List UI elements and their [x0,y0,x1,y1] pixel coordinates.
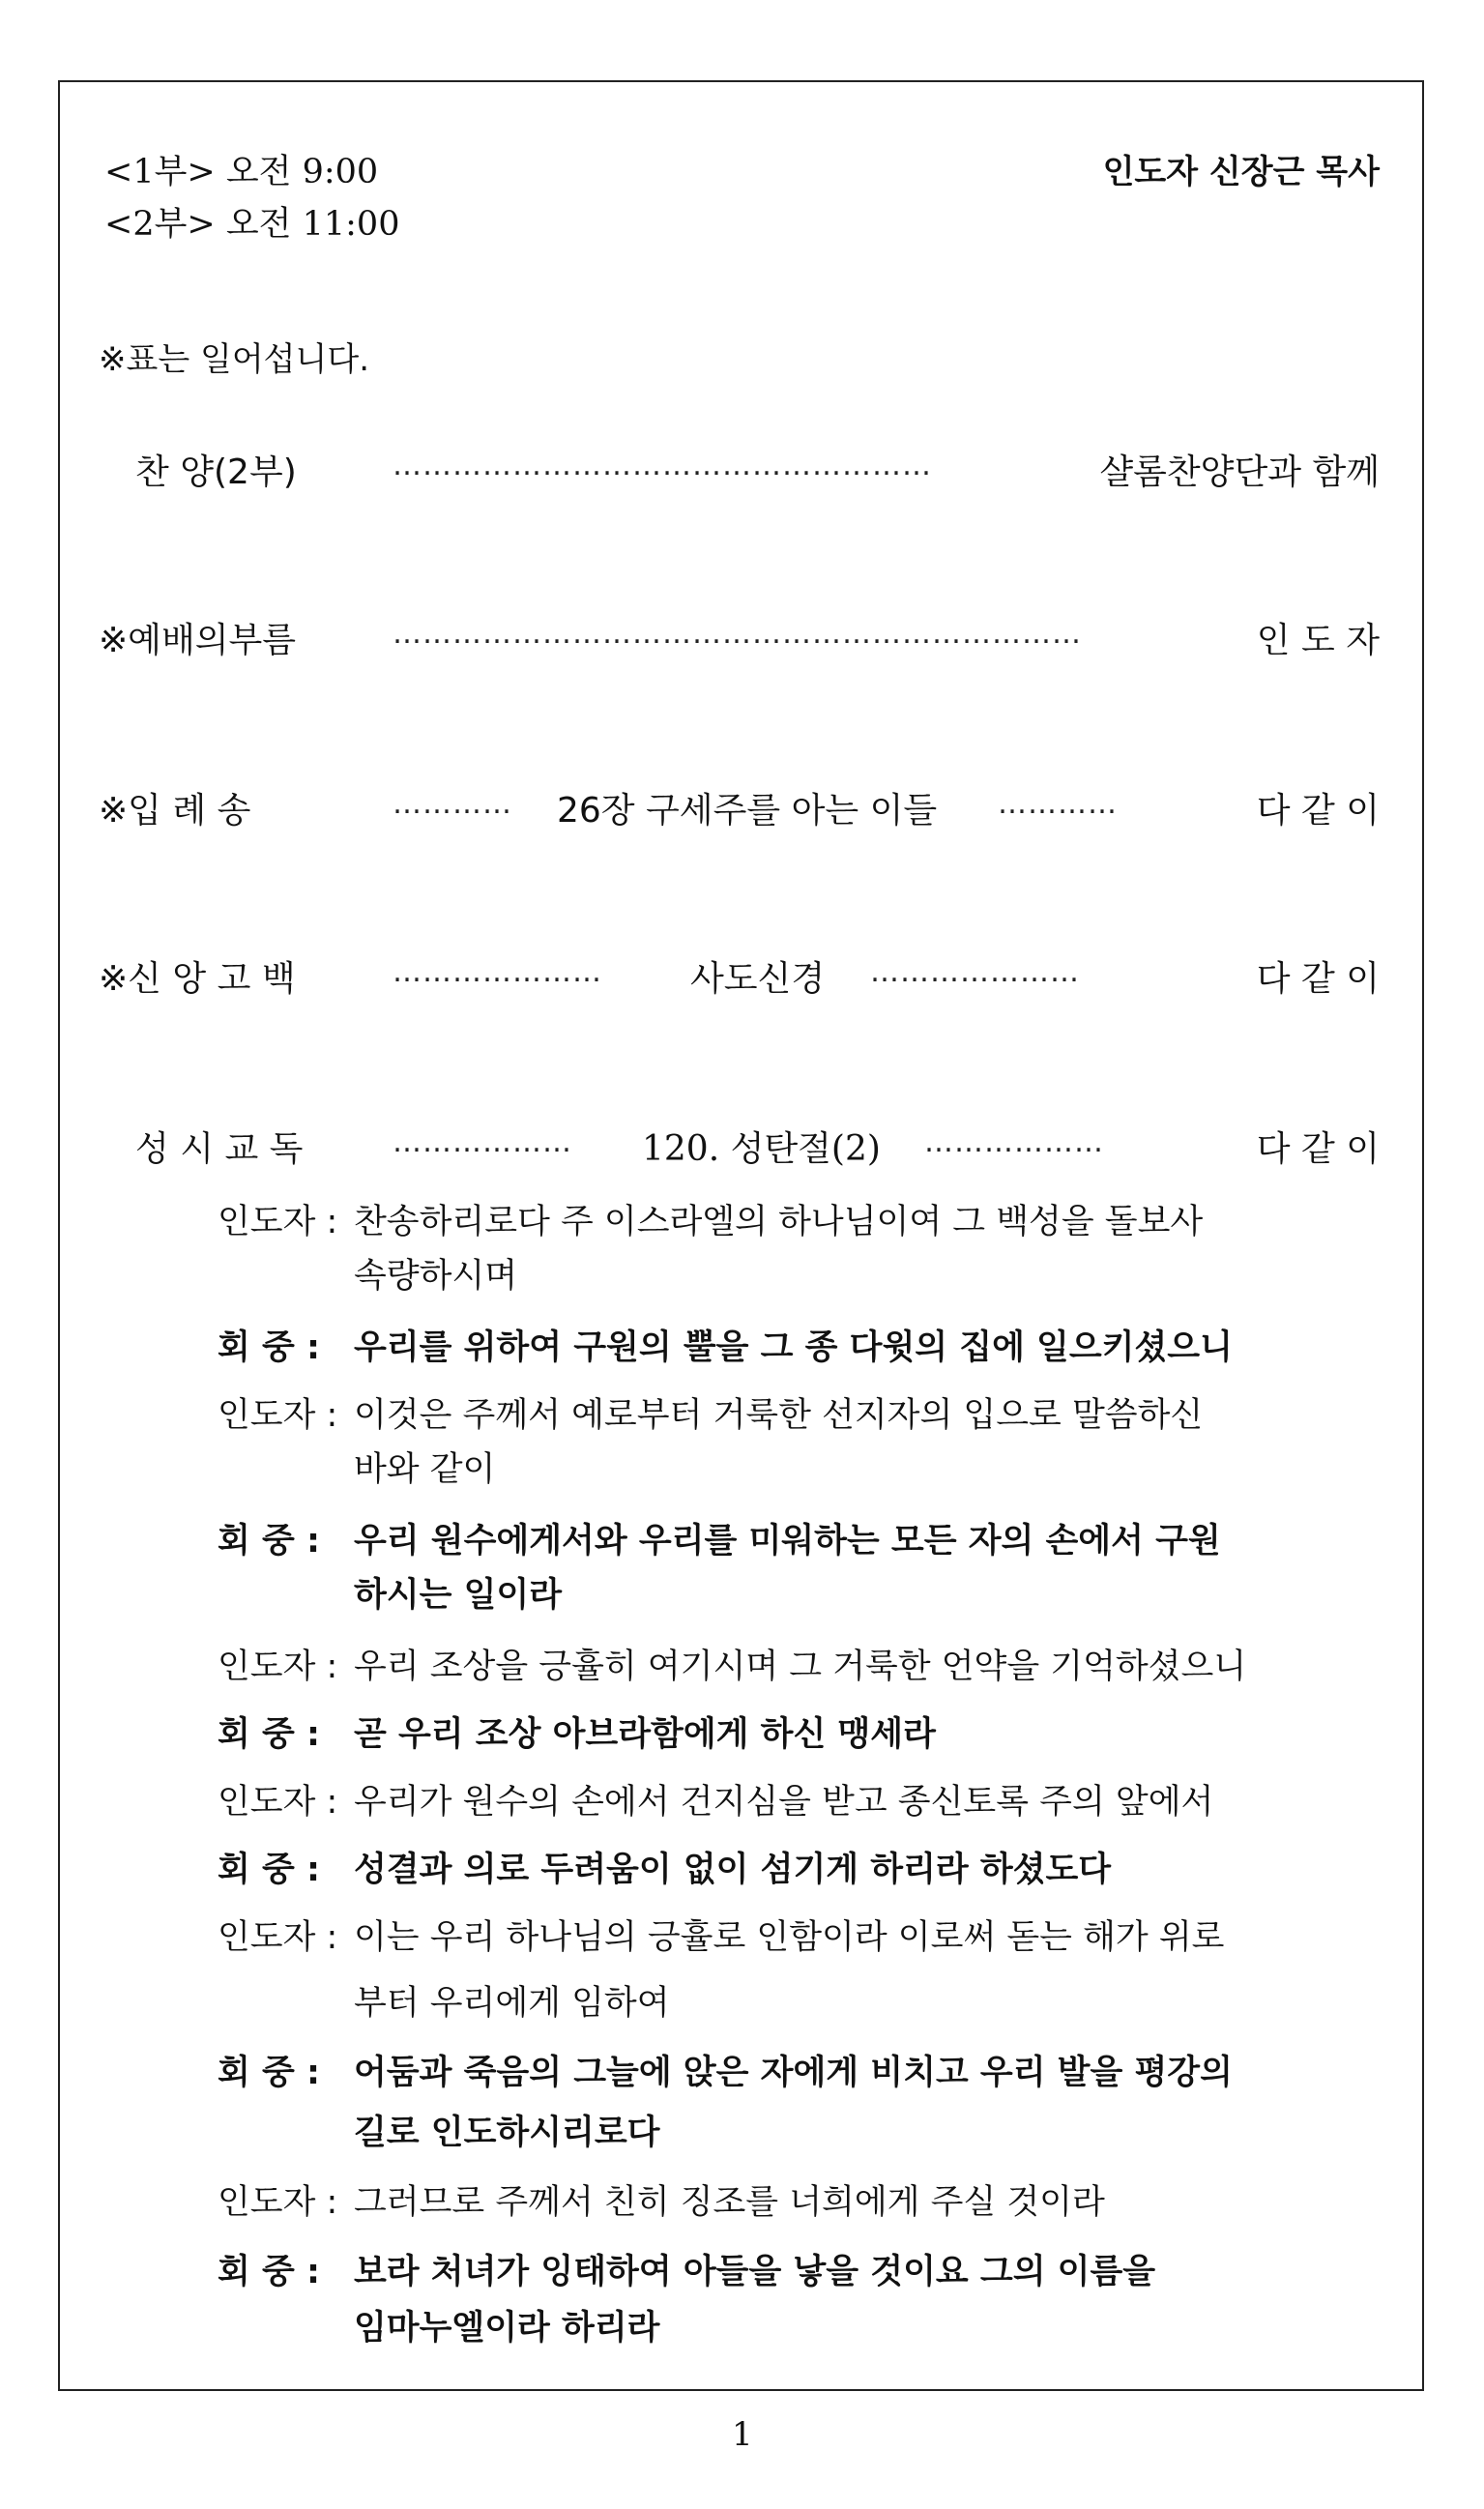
order-label-0: 찬 양(2부) [135,452,297,492]
reading-line: 하시는 일이라 [354,1576,563,1615]
reading-line: 그러므로 주께서 친히 징조를 너희에게 주실 것이라 [354,2183,1105,2222]
speaker-leader: 인도자 : [218,1918,338,1957]
service-time-2: <2부> 오전 11:00 [104,205,400,244]
reading-line: 어둠과 죽음의 그늘에 앉은 자에게 비치고 우리 발을 평강의 [354,2054,1233,2092]
reading-line: 임마누엘이라 하리라 [354,2309,660,2348]
reading-line: 보라 처녀가 잉태하여 아들을 낳을 것이요 그의 이름을 [354,2253,1156,2291]
leader-dots: ………… [998,787,1118,821]
order-label-3: ※신 앙 고 백 [99,959,296,999]
reading-line: 우리를 위하여 구원의 뿔을 그 종 다윗의 집에 일으키셨으니 [354,1328,1233,1367]
order-right-3: 다 같 이 [1256,959,1380,999]
reading-line: 곧 우리 조상 아브라함에게 하신 맹세라 [354,1715,936,1754]
speaker-congregation: 회 중 : [218,1522,320,1561]
leader-dots: …………………………………………………………… [393,617,1082,651]
order-label-4: 성 시 교 독 [135,1129,304,1169]
speaker-leader: 인도자 : [218,1396,338,1435]
reading-line: 우리 조상을 긍휼히 여기시며 그 거룩한 언약을 기억하셨으니 [354,1648,1247,1686]
reading-line: 찬송하리로다 주 이스라엘의 하나님이여 그 백성을 돌보사 [354,1203,1204,1241]
reading-line: 우리가 원수의 손에서 건지심을 받고 종신토록 주의 앞에서 [354,1783,1214,1822]
leader-dots: ………… [393,787,512,821]
speaker-congregation: 회 중 : [218,1328,320,1367]
speaker-leader: 인도자 : [218,1783,338,1822]
reading-line: 바와 같이 [354,1450,496,1489]
order-label-2: ※입 례 송 [99,791,251,831]
leader-dots: ……………… [393,1125,572,1159]
reading-line: 우리 원수에게서와 우리를 미워하는 모든 자의 손에서 구원 [354,1522,1221,1561]
service-time-1: <1부> 오전 9:00 [104,153,379,191]
reading-line: 길로 인도하시리로다 [354,2114,660,2152]
order-label-1: ※예배의부름 [99,621,297,660]
page-number: 1 [732,2415,753,2454]
leader-dots: ……………………………………………… [393,449,932,482]
speaker-leader: 인도자 : [218,2183,338,2222]
order-right-4: 다 같 이 [1256,1129,1380,1169]
leader-dots: ………………… [393,955,602,989]
order-text-3: 사도신경 [690,959,826,999]
reading-line: 부터 우리에게 임하여 [354,1984,670,2023]
order-right-2: 다 같 이 [1256,791,1380,831]
order-right-0: 샬롬찬양단과 함께 [1099,452,1380,492]
speaker-leader: 인도자 : [218,1648,338,1686]
reading-line: 이것은 주께서 예로부터 거룩한 선지자의 입으로 말씀하신 [354,1396,1204,1435]
order-right-1: 인 도 자 [1256,621,1380,660]
speaker-leader: 인도자 : [218,1203,338,1241]
reading-line: 이는 우리 하나님의 긍휼로 인함이라 이로써 돋는 해가 위로 [354,1918,1225,1957]
speaker-congregation: 회 중 : [218,2253,320,2291]
speaker-congregation: 회 중 : [218,1851,320,1889]
leader-dots: ………………… [870,955,1080,989]
speaker-congregation: 회 중 : [218,2054,320,2092]
leader-name: 인도자 신장근 목사 [1102,153,1380,191]
leader-dots: ……………… [924,1125,1104,1159]
standing-note: ※표는 일어섭니다. [99,340,370,379]
order-text-4: 120. 성탄절(2) [642,1129,881,1169]
speaker-congregation: 회 중 : [218,1715,320,1754]
reading-line: 성결과 의로 두려움이 없이 섬기게 하리라 하셨도다 [354,1851,1112,1889]
order-text-2: 26장 구세주를 아는 이들 [557,791,938,831]
reading-line: 속량하시며 [354,1257,518,1296]
